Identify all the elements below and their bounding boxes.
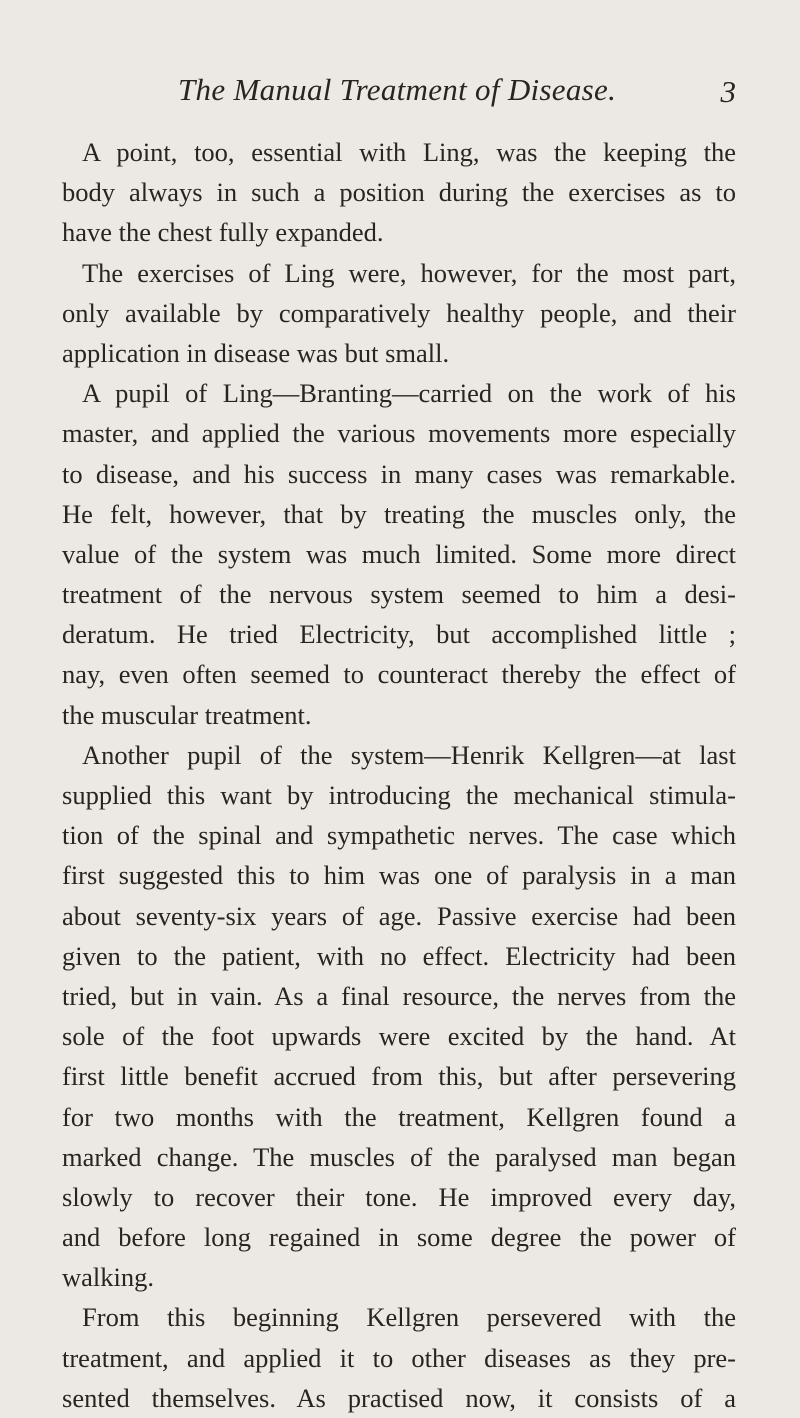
text-line: the muscular treatment. bbox=[62, 699, 312, 730]
body-text bbox=[62, 132, 736, 1418]
text-line: deratum. He tried Electricity, but accomplished little ; bbox=[62, 619, 736, 650]
text-line: sole of the foot upwards were excited by the hand. At bbox=[62, 1021, 736, 1052]
text-line: about seventy-six years of age. Passive exercise had been bbox=[62, 900, 736, 931]
text-line: body always in such a position during the exercises as to bbox=[62, 177, 736, 208]
text-line: A point, too, essential with Ling, was the keeping the bbox=[82, 137, 736, 167]
text-line: given to the patient, with no effect. Electricity had been bbox=[62, 940, 736, 971]
running-title: The Manual Treatment of Disease. bbox=[178, 72, 617, 107]
page-number: 3 bbox=[720, 74, 736, 109]
text-line: supplied this want by introducing the mechanical stimula- bbox=[62, 780, 736, 810]
text-line: walking. bbox=[62, 1262, 154, 1293]
text-line: and before long regained in some degree the power of bbox=[62, 1222, 736, 1253]
text-line: tion of the spinal and sympathetic nerves. The case which bbox=[62, 820, 736, 851]
text-line: treatment, and applied it to other diseases as they pre- bbox=[62, 1342, 736, 1373]
text-line: application in disease was but small. bbox=[62, 337, 450, 368]
text-line: value of the system was much limited. Some more direct bbox=[62, 538, 736, 569]
text-line: The exercises of Ling were, however, for the most part, bbox=[82, 257, 736, 288]
text-line: Another pupil of the system—Henrik Kellgren—at last bbox=[82, 739, 736, 770]
text-line: first suggested this to him was one of paralysis in a man bbox=[62, 860, 736, 891]
text-line: only available by comparatively healthy people, and their bbox=[62, 297, 736, 328]
text-line: have the chest fully expanded. bbox=[62, 217, 384, 248]
text-line: for two months with the treatment, Kellgren found a bbox=[62, 1101, 736, 1132]
text-line: He felt, however, that by treating the muscles only, the bbox=[62, 498, 736, 529]
text-line: treatment of the nervous system seemed to him a desi- bbox=[62, 579, 736, 610]
text-line: nay, even often seemed to counteract thereby the effect of bbox=[62, 659, 736, 690]
running-head bbox=[62, 72, 736, 112]
text-line: first little benefit accrued from this, but after persevering bbox=[62, 1061, 736, 1092]
text-line: sented themselves. As practised now, it consists of a bbox=[62, 1382, 736, 1413]
text-line: A pupil of Ling—Branting—carried on the work of his bbox=[82, 378, 736, 409]
text-line: master, and applied the various movements more especially bbox=[62, 418, 736, 449]
text-line: marked change. The muscles of the paralysed man began bbox=[62, 1141, 736, 1172]
text-line: slowly to recover their tone. He improved every day, bbox=[62, 1181, 736, 1212]
text-line: to disease, and his success in many cases was remarkable. bbox=[62, 458, 736, 489]
text-line: tried, but in vain. As a final resource, the nerves from the bbox=[62, 980, 736, 1011]
text-line: From this beginning Kellgren persevered with the bbox=[82, 1302, 736, 1333]
